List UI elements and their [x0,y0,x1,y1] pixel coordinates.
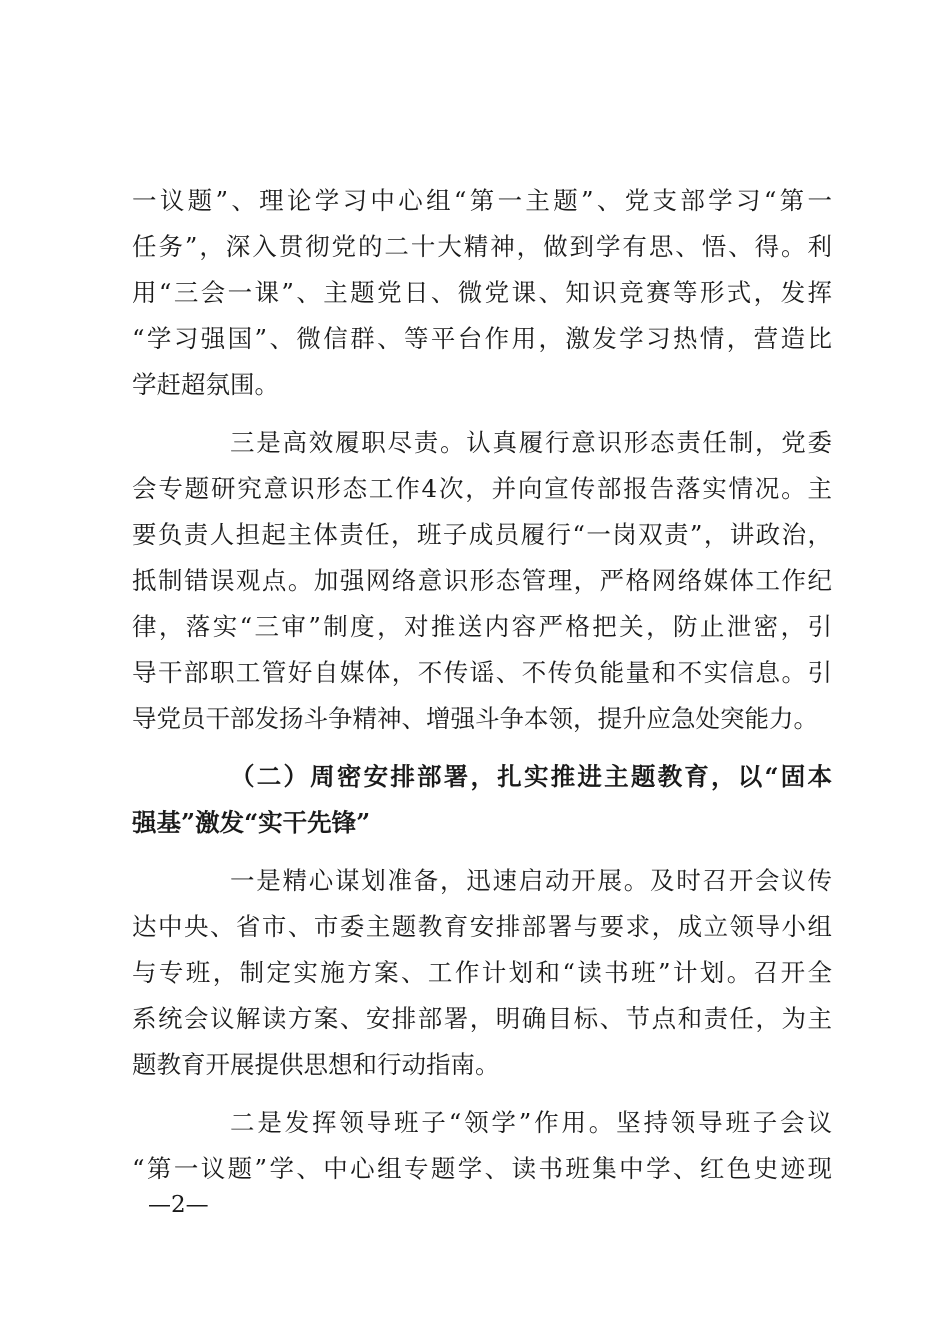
text-line: 题教育开展提供思想和行动指南。 [132,1050,500,1079]
text-line: 一是精心谋划准备，迅速启动开展。及时召开会议传 [230,866,832,895]
heading-line: （二）周密安排部署，扎实推进主题教育，以“固本 [230,762,832,791]
text-line: “学习强国”、微信群、等平台作用，激发学习热情，营造比 [132,324,832,353]
text-line: 与专班，制定实施方案、工作计划和“读书班”计划。召开全 [132,958,832,987]
text-line: 系统会议解读方案、安排部署，明确目标、节点和责任，为主 [132,1004,832,1033]
paragraph-study-continuation [132,178,832,408]
text-line: 达中央、省市、市委主题教育安排部署与要求，成立领导小组 [132,912,832,941]
text-line: 学赶超氛围。 [132,370,279,399]
heading-line: 强基”激发“实干先锋” [132,808,371,837]
text-line: 会专题研究意识形态工作4次，并向宣传部报告落实情况。主 [132,474,832,503]
text-line: 任务”，深入贯彻党的二十大精神，做到学有思、悟、得。利 [132,232,832,261]
page-number: —2— [148,1192,209,1218]
text-line: 导党员干部发扬斗争精神、增强斗争本领，提升应急处突能力。 [132,704,818,733]
text-line: 三是高效履职尽责。认真履行意识形态责任制，党委 [230,428,832,457]
paragraph-duty-fulfillment [132,420,832,742]
text-line: “第一议题”学、中心组专题学、读书班集中学、红色史迹现 [132,1154,832,1183]
paragraph-planning [132,858,832,1088]
body-text [132,178,832,1192]
text-line: 要负责人担起主体责任，班子成员履行“一岗双责”，讲政治， [132,520,832,549]
text-line: 用“三会一课”、主题党日、微党课、知识竞赛等形式，发挥 [132,278,832,307]
text-line: 抵制错误观点。加强网络意识形态管理，严格网络媒体工作纪 [132,566,832,595]
text-line: 导干部职工管好自媒体，不传谣、不传负能量和不实信息。引 [132,658,832,687]
text-line: 二是发挥领导班子“领学”作用。坚持领导班子会议 [230,1108,832,1137]
paragraph-leadership-study [132,1100,832,1192]
text-line: 律，落实“三审”制度，对推送内容严格把关，防止泄密，引 [132,612,832,641]
text-line: 一议题”、理论学习中心组“第一主题”、党支部学习“第一 [132,186,832,215]
section-heading [132,754,832,846]
